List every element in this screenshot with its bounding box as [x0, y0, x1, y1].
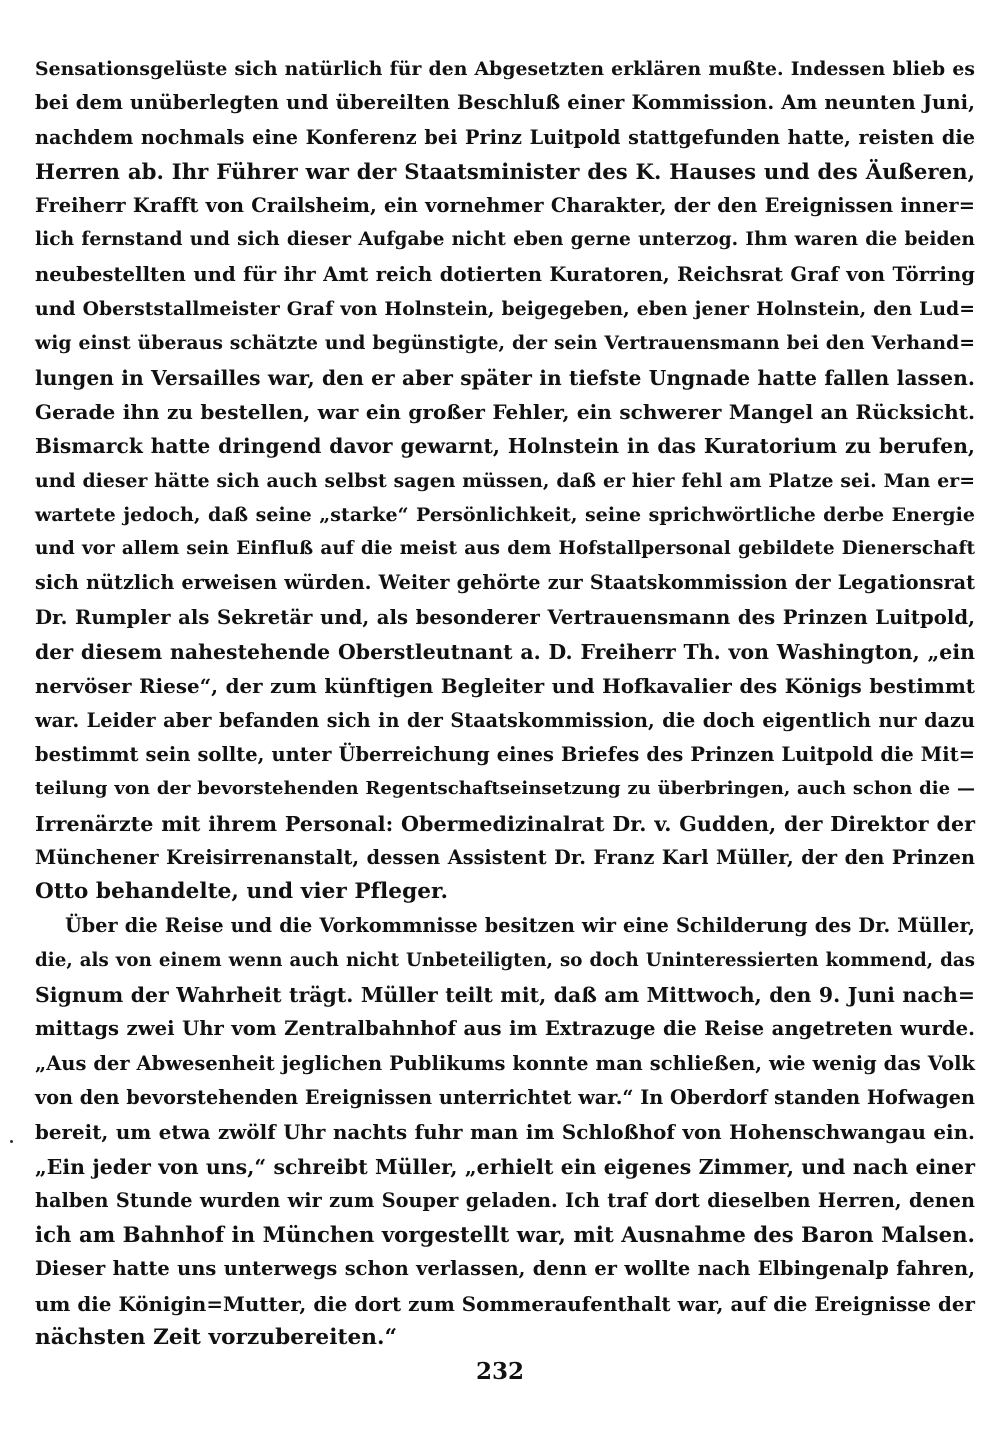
text-line: Herren ab. Ihr Führer war der Staatsminister des K. Hauses und des Äußeren,	[35, 158, 975, 184]
text-line: „Aus der Abwesenheit jeglichen Publikums konnte man schließen, wie wenig das Volk	[35, 1051, 975, 1075]
text-line: lich fernstand und sich dieser Aufgabe nicht eben gerne unterzog. Ihm waren die beiden	[35, 229, 975, 251]
text-column	[35, 52, 975, 1355]
text-line: Dieser hatte uns unterwegs schon verlassen, denn er wollte nach Elbingenalp fahren,	[35, 1257, 975, 1281]
text-line: Sensationsgelüste sich natürlich für den Abgesetzten erklären mußte. Indessen blieb es	[35, 58, 975, 80]
text-line: mittags zwei Uhr vom Zentralbahnhof aus im Extrazuge die Reise angetreten wurde.	[35, 1017, 975, 1041]
text-line: halben Stunde wurden wir zum Souper geladen. Ich traf dort dieselben Herren, denen	[35, 1188, 975, 1212]
text-line: wig einst überaus schätzte und begünstigte, der sein Vertrauensmann bei den Verhand=	[35, 332, 975, 355]
text-line: wartete jedoch, daß seine „starke“ Persönlichkeit, seine sprichwörtliche derbe Energie	[35, 503, 975, 526]
text-line: von den bevorstehenden Ereignissen unterrichtet war.“ In Oberdorf standen Hofwagen	[35, 1085, 975, 1109]
text-line: der diesem nahestehende Oberstleutnant a. D. Freiherr Th. von Washington, „ein	[35, 640, 975, 665]
text-line: Otto behandelte, und vier Pfleger.	[35, 879, 449, 905]
text-line: ich am Bahnhof in München vorgestellt war, mit Ausnahme des Baron Malsen.	[35, 1222, 975, 1248]
text-line: sich nützlich erweisen würden. Weiter gehörte zur Staatskommission der Legationsrat	[35, 571, 975, 595]
paragraph	[35, 909, 975, 1355]
text-line: teilung von der bevorstehenden Regentschaftseinsetzung zu überbringen, auch schon die —	[35, 778, 975, 800]
text-line: neubestellten und für ihr Amt reich dotierten Kuratoren, Reichsrat Graf von Törring	[35, 262, 975, 286]
page-body	[35, 52, 975, 1355]
text-line: Dr. Rumpler als Sekretär und, als besonderer Vertrauensmann des Prinzen Luitpold,	[35, 605, 975, 629]
text-line: Münchener Kreisirrenanstalt, dessen Assistent Dr. Franz Karl Müller, der den Prinzen	[35, 845, 975, 869]
text-line: und dieser hätte sich auch selbst sagen müssen, daß er hier fehl am Platze sei. Man er=	[35, 469, 975, 492]
text-line: Bismarck hatte dringend davor gewarnt, Holnstein in das Kuratorium zu berufen,	[35, 434, 975, 459]
text-line: und Oberststallmeister Graf von Holnstein, beigegeben, eben jener Holnstein, den Lud=	[35, 298, 975, 321]
text-line: „Ein jeder von uns,“ schreibt Müller, „erhielt ein eigenes Zimmer, und nach einer	[35, 1154, 975, 1179]
paragraph	[35, 52, 975, 909]
text-line: bestimmt sein sollte, unter Überreichung eines Briefes des Prinzen Luitpold die Mit=	[35, 742, 975, 766]
text-line: nachdem nochmals eine Konferenz bei Prinz Luitpold stattgefunden hatte, reisten die	[35, 125, 975, 149]
text-line: lungen in Versailles war, den er aber später in tiefste Ungnade hatte fallen lassen.	[35, 365, 975, 390]
text-line: Gerade ihn zu bestellen, war ein großer Fehler, ein schwerer Mangel an Rücksicht.	[35, 399, 975, 424]
text-line: die, als von einem wenn auch nicht Unbeteiligten, so doch Uninteressierten kommend, das	[35, 949, 975, 971]
text-line: um die Königin=Mutter, die dort zum Sommeraufenthalt war, auf die Ereignisse der	[35, 1291, 975, 1316]
text-line: Über die Reise und die Vorkommnisse besitzen wir eine Schilderung des Dr. Müller,	[65, 914, 975, 938]
text-line: nächsten Zeit vorzubereiten.“	[35, 1324, 398, 1350]
scan-speck	[10, 1140, 13, 1143]
text-line: Freiherr Krafft von Crailsheim, ein vornehmer Charakter, der den Ereignissen inner=	[35, 194, 975, 218]
text-line: Irrenärzte mit ihrem Personal: Obermedizinalrat Dr. v. Gudden, der Direktor der	[35, 811, 975, 836]
text-line: war. Leider aber befanden sich in der Staatskommission, die doch eigentlich nur dazu	[35, 708, 975, 732]
text-line: bei dem unüberlegten und übereilten Beschluß einer Kommission. Am neunten Juni,	[35, 91, 975, 115]
text-line: bereit, um etwa zwölf Uhr nachts fuhr man im Schloßhof von Hohenschwangau ein.	[35, 1120, 975, 1145]
page-number: 232	[475, 1358, 524, 1385]
text-line: und vor allem sein Einfluß auf die meist aus dem Hofstallpersonal gebildete Dienerschaft	[35, 538, 975, 560]
text-line: nervöser Riese“, der zum künftigen Begleiter und Hofkavalier des Königs bestimmt	[35, 674, 975, 699]
text-line: Signum der Wahrheit trägt. Müller teilt mit, daß am Mittwoch, den 9. Juni nach=	[35, 983, 975, 1008]
